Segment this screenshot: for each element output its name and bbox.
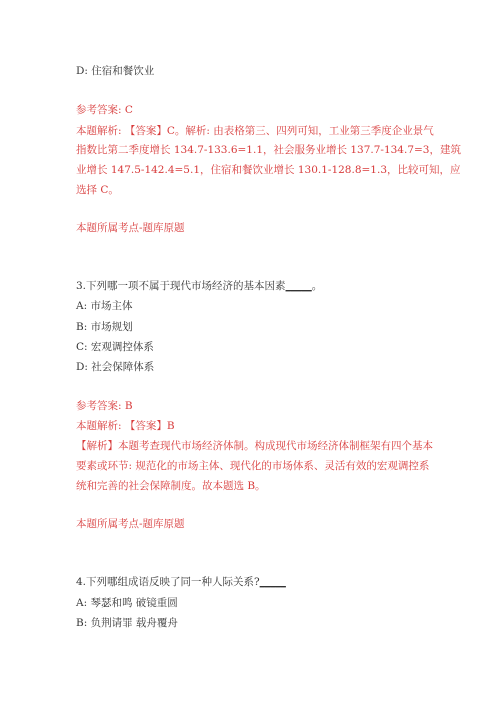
q2-explanation-line-2: 指数比第二季度增长 134.7-133.6=1.1，社会服务业增长 137.7-134.7=3，建筑 <box>76 144 461 156</box>
q4-option-a: A: 琴瑟和鸣 破镜重圆 <box>76 597 178 609</box>
q2-explanation-line-1: 本题解析: 【答案】C。解析: 由表格第三、四列可知，工业第三季度企业景气 <box>76 125 434 137</box>
q2-explanation-line-4: 选择 C。 <box>76 184 119 196</box>
q3-tag: 本题所属考点-题库原题 <box>76 518 185 530</box>
q4-option-b: B: 负荆请罪 载舟覆舟 <box>76 617 178 629</box>
q2-tag: 本题所属考点-题库原题 <box>76 222 185 234</box>
q2-explanation-line-3: 业增长 147.5-142.4=5.1，住宿和餐饮业增长 130.1-128.8=1.3，比较可知，应 <box>76 164 461 176</box>
q3-question-end: 。 <box>311 280 323 292</box>
q2-option-d: D: 住宿和餐饮业 <box>76 65 155 77</box>
q3-option-a: A: 市场主体 <box>76 300 133 312</box>
q3-question <box>76 279 322 293</box>
q3-explanation-line-3: 要素或环节: 规范化的市场主体、现代化的市场体系、灵活有效的宏观调控系 <box>76 460 430 472</box>
q4-question-text: 4.下列哪组成语反映了同一种人际关系? <box>76 576 260 588</box>
q4-question <box>76 575 286 589</box>
q2-answer: 参考答案: C <box>76 104 133 116</box>
q3-explanation-line-4: 统和完善的社会保障制度。故本题选 B。 <box>76 480 266 492</box>
q3-explanation-line-1: 本题解析: 【答案】B <box>76 420 175 432</box>
q3-option-b: B: 市场规划 <box>76 321 133 333</box>
q3-option-d: D: 社会保障体系 <box>76 361 155 373</box>
q3-question-blank: _____ <box>285 280 312 292</box>
q4-question-blank: _____ <box>259 576 286 588</box>
q3-explanation-line-2: 【解析】本题考查现代市场经济体制。构成现代市场经济体制框架有四个基本 <box>76 440 433 452</box>
q3-option-c: C: 宏观调控体系 <box>76 341 154 353</box>
q3-answer: 参考答案: B <box>76 400 133 412</box>
q3-question-text: 3.下列哪一项不属于现代市场经济的基本因素 <box>76 280 286 292</box>
